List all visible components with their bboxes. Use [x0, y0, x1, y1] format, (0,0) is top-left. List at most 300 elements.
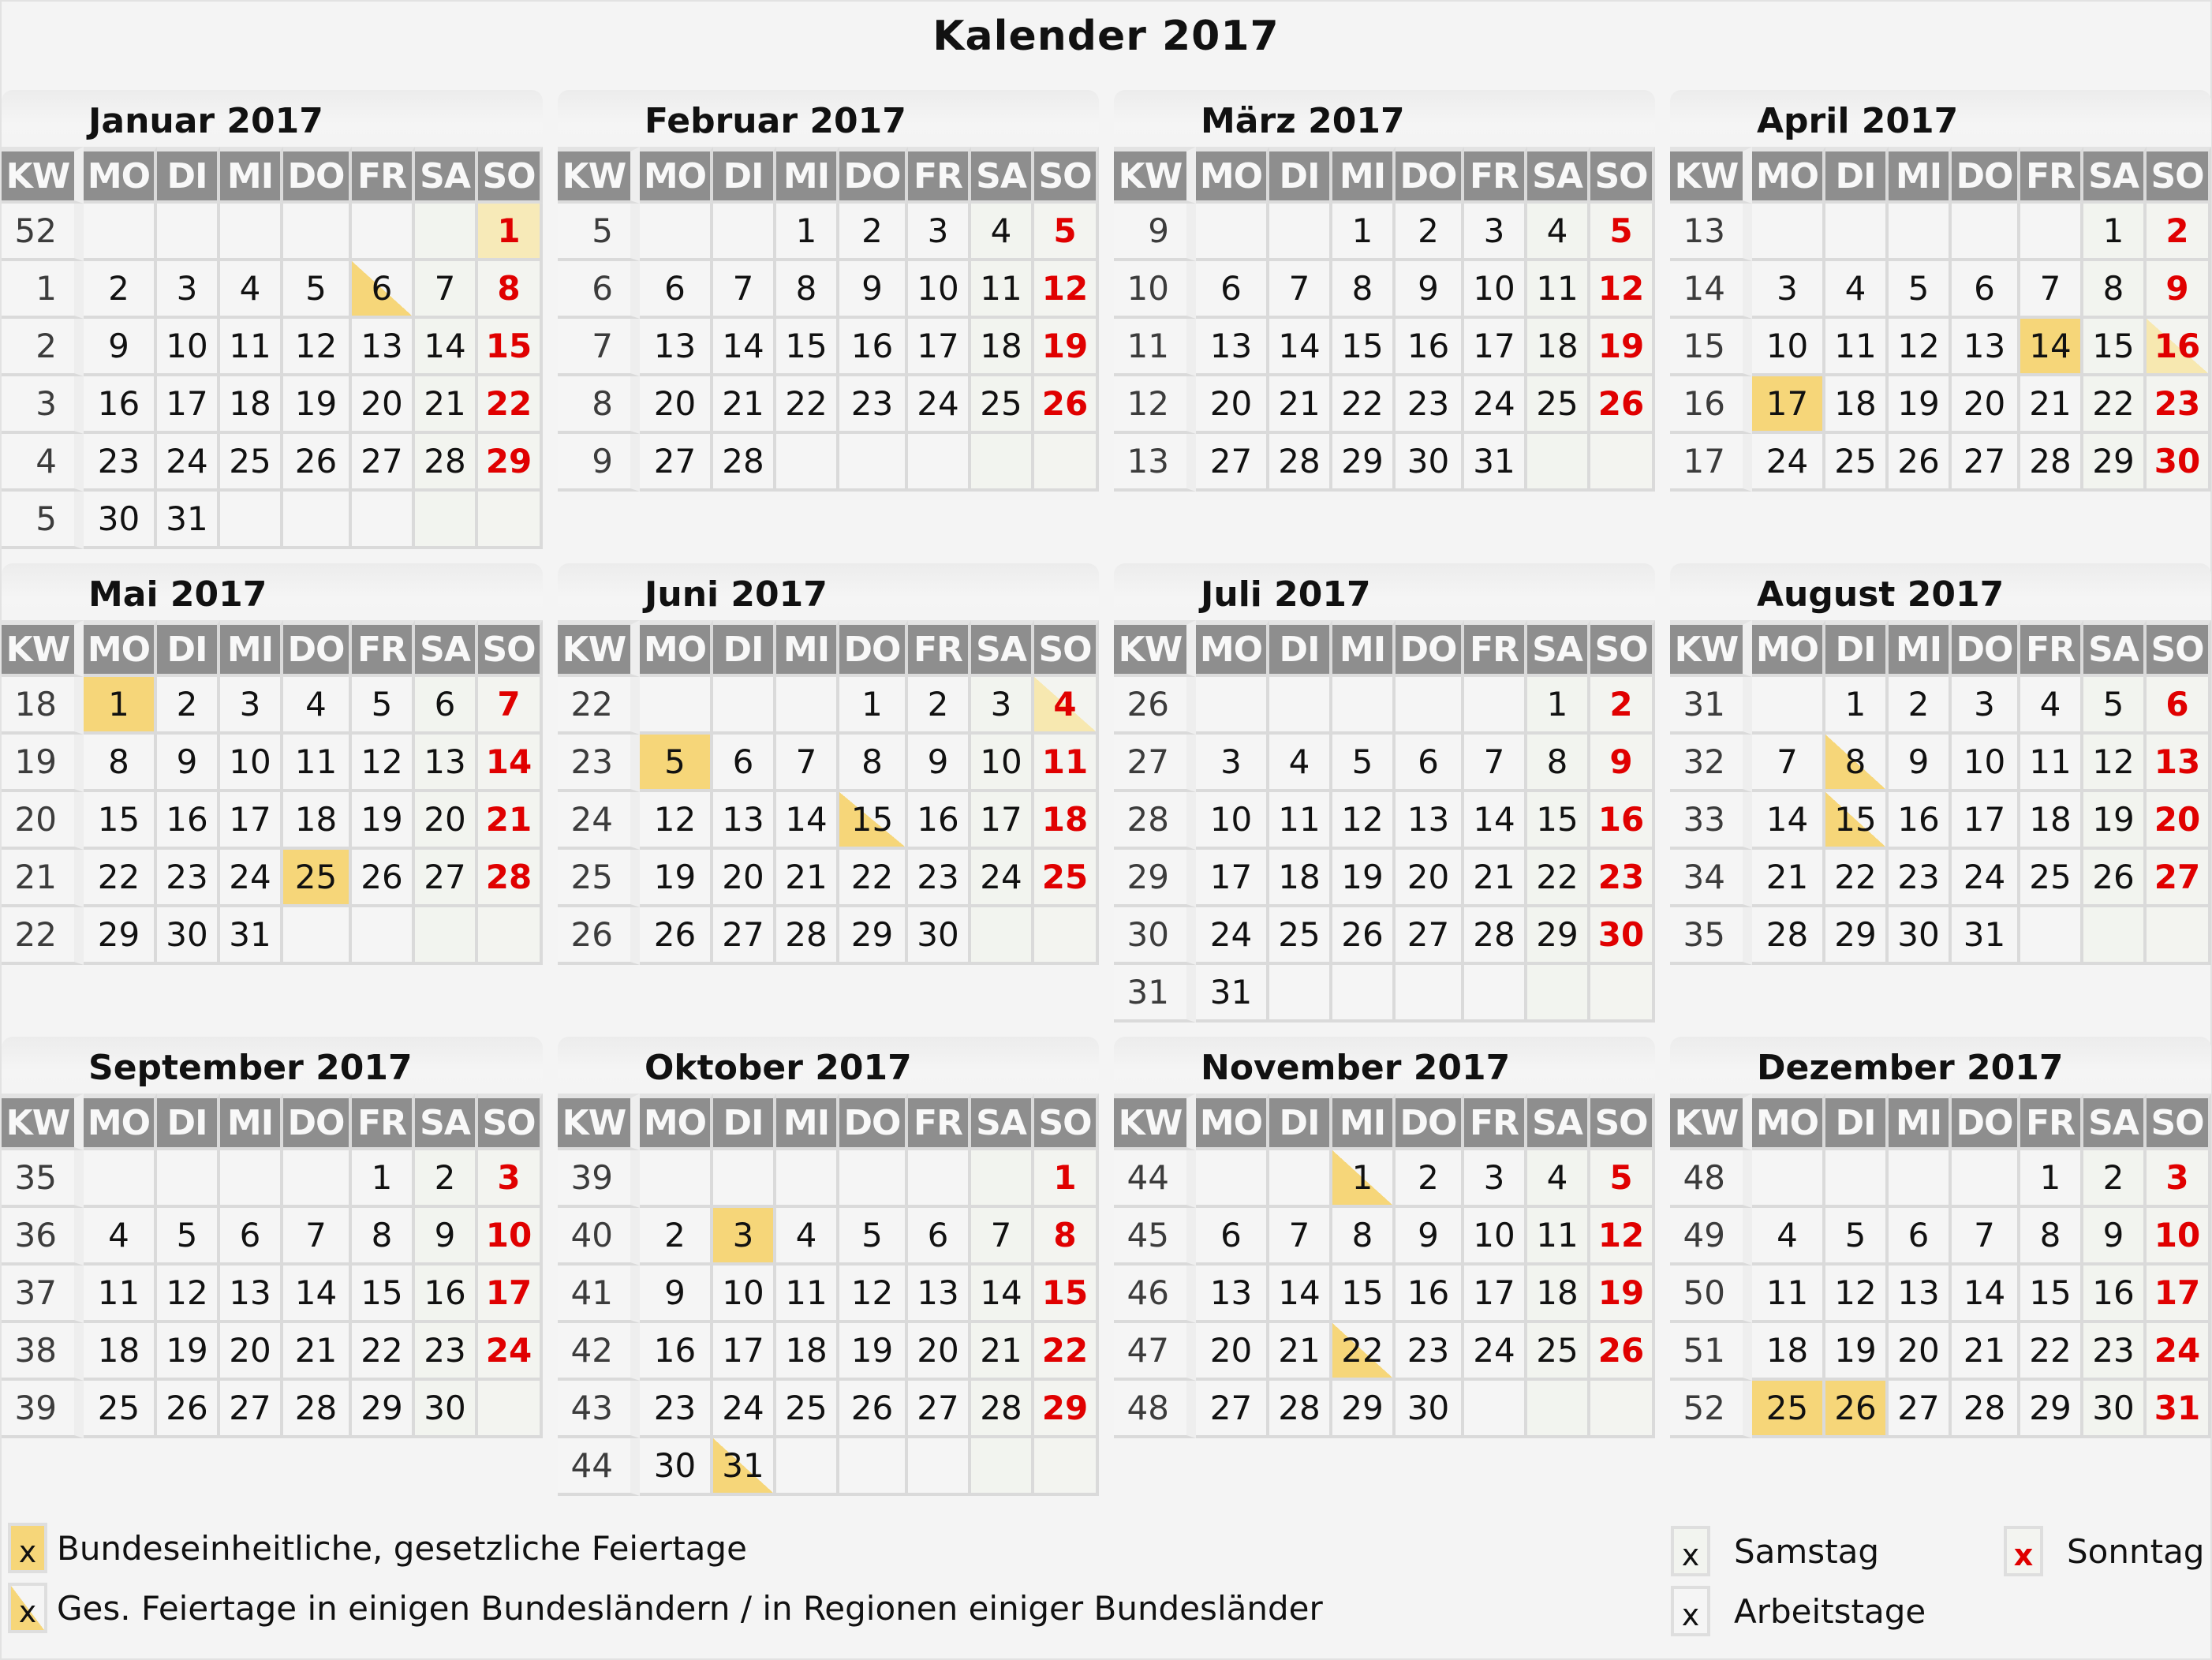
month-table	[1670, 620, 2211, 965]
week-number-header: KW	[1114, 147, 1196, 204]
empty-day-cell	[283, 492, 352, 549]
empty-day-cell	[220, 204, 283, 261]
weekday-header: SO	[1590, 620, 1655, 677]
week-number: 39	[558, 1150, 640, 1208]
week-row	[2, 376, 543, 434]
day-cell: 30	[908, 907, 971, 965]
day-cell: 24	[2147, 1323, 2211, 1381]
day-cell: 23	[84, 434, 157, 492]
day-cell: 18	[84, 1323, 157, 1381]
day-cell: 16	[1396, 319, 1464, 376]
weekday-header: DO	[1396, 620, 1464, 677]
week-row	[1670, 1323, 2211, 1381]
day-cell: 28	[1752, 907, 1825, 965]
empty-day-cell	[2020, 204, 2083, 261]
day-cell: 3	[1464, 1150, 1527, 1208]
weekday-header: SA	[971, 620, 1034, 677]
weekday-header: MI	[220, 1094, 283, 1150]
empty-day-cell	[713, 677, 776, 735]
day-cell: 12	[1889, 319, 1952, 376]
legend-label: Ges. Feiertage in einigen Bundesländern / in Regionen einiger Bundesländer	[57, 1588, 1323, 1628]
day-cell: 6	[220, 1208, 283, 1266]
week-number-header: KW	[1670, 147, 1752, 204]
day-cell: 12	[283, 319, 352, 376]
empty-day-cell	[1752, 204, 1825, 261]
day-cell: 14	[776, 792, 839, 850]
day-cell: 9	[2147, 261, 2211, 319]
empty-day-cell	[908, 434, 971, 492]
day-cell: 19	[839, 1323, 908, 1381]
week-number-header: KW	[2, 620, 84, 677]
day-cell: 14	[478, 735, 543, 792]
holiday-day-cell: 4	[1034, 677, 1099, 735]
day-cell: 21	[1464, 850, 1527, 907]
week-number: 52	[1670, 1381, 1752, 1438]
day-cell: 26	[1889, 434, 1952, 492]
day-cell: 25	[971, 376, 1034, 434]
day-cell: 5	[1332, 735, 1396, 792]
month-calendar	[2, 90, 543, 549]
day-cell: 24	[713, 1381, 776, 1438]
day-cell: 12	[640, 792, 713, 850]
week-number: 21	[2, 850, 84, 907]
day-cell: 14	[1464, 792, 1527, 850]
weekday-header-row	[1114, 147, 1655, 204]
day-cell: 13	[2147, 735, 2211, 792]
day-cell: 20	[1196, 376, 1269, 434]
weekday-header: DI	[713, 620, 776, 677]
day-cell: 23	[1590, 850, 1655, 907]
day-cell: 2	[908, 677, 971, 735]
weekday-header: SA	[1527, 147, 1590, 204]
weekday-header: DO	[1396, 147, 1464, 204]
day-cell: 18	[776, 1323, 839, 1381]
day-cell: 3	[1464, 204, 1527, 261]
week-number: 8	[558, 376, 640, 434]
day-cell: 25	[2020, 850, 2083, 907]
weekday-header-row	[558, 147, 1099, 204]
weekday-header: DO	[1952, 147, 2020, 204]
week-row	[558, 677, 1099, 735]
day-cell: 20	[1952, 376, 2020, 434]
day-cell: 11	[2020, 735, 2083, 792]
day-cell: 29	[1332, 434, 1396, 492]
day-cell: 17	[478, 1266, 543, 1323]
day-cell: 21	[1269, 376, 1332, 434]
weekday-header: FR	[1464, 147, 1527, 204]
day-cell: 7	[1464, 735, 1527, 792]
weekday-header: MO	[84, 620, 157, 677]
legend-workday	[1671, 1586, 1926, 1636]
day-cell: 24	[1196, 907, 1269, 965]
weekday-header: DI	[157, 620, 220, 677]
day-cell: 26	[640, 907, 713, 965]
day-cell: 29	[1034, 1381, 1099, 1438]
day-cell: 27	[1196, 434, 1269, 492]
weekday-header: MI	[1889, 620, 1952, 677]
week-row	[1670, 1381, 2211, 1438]
day-cell: 3	[971, 677, 1034, 735]
holiday-day-cell: 22	[1332, 1323, 1396, 1381]
day-cell: 29	[1527, 907, 1590, 965]
day-cell: 23	[640, 1381, 713, 1438]
week-row	[1114, 1266, 1655, 1323]
weekday-header: FR	[1464, 1094, 1527, 1150]
empty-day-cell	[1752, 677, 1825, 735]
day-cell: 26	[1590, 1323, 1655, 1381]
weekday-header: DO	[1952, 1094, 2020, 1150]
empty-day-cell	[776, 434, 839, 492]
day-cell: 19	[1034, 319, 1099, 376]
day-cell: 7	[2020, 261, 2083, 319]
day-cell: 2	[1590, 677, 1655, 735]
weekday-header: SO	[2147, 1094, 2211, 1150]
week-number: 11	[1114, 319, 1196, 376]
day-cell: 9	[1396, 1208, 1464, 1266]
week-number: 47	[1114, 1323, 1196, 1381]
day-cell: 13	[1889, 1266, 1952, 1323]
month-title: Oktober 2017	[645, 1048, 912, 1088]
weekday-header: MI	[220, 147, 283, 204]
weekday-header: MI	[1332, 620, 1396, 677]
weekday-header: SO	[478, 147, 543, 204]
week-number: 31	[1670, 677, 1752, 735]
week-row	[2, 434, 543, 492]
day-cell: 31	[1952, 907, 2020, 965]
day-cell: 30	[84, 492, 157, 549]
weekday-header-row	[2, 147, 543, 204]
month-calendar	[2, 563, 543, 965]
day-cell: 5	[1889, 261, 1952, 319]
day-cell: 15	[1332, 319, 1396, 376]
holiday-day-cell: 31	[713, 1438, 776, 1496]
day-cell: 2	[2083, 1150, 2147, 1208]
month-header	[1114, 90, 1655, 147]
day-cell: 14	[1269, 1266, 1332, 1323]
week-number: 4	[2, 434, 84, 492]
day-cell: 2	[2147, 204, 2211, 261]
day-cell: 8	[1332, 261, 1396, 319]
day-cell: 16	[84, 376, 157, 434]
empty-day-cell	[415, 907, 478, 965]
day-cell: 28	[283, 1381, 352, 1438]
month-calendar	[558, 1037, 1099, 1496]
week-number: 19	[2, 735, 84, 792]
day-cell: 27	[1196, 1381, 1269, 1438]
week-number-header: KW	[558, 620, 640, 677]
day-cell: 4	[220, 261, 283, 319]
week-row	[1114, 735, 1655, 792]
day-cell: 18	[971, 319, 1034, 376]
empty-day-cell	[157, 1150, 220, 1208]
weekday-header: SO	[2147, 620, 2211, 677]
day-cell: 13	[1396, 792, 1464, 850]
day-cell: 30	[1396, 1381, 1464, 1438]
week-number: 5	[558, 204, 640, 261]
day-cell: 8	[1034, 1208, 1099, 1266]
day-cell: 21	[478, 792, 543, 850]
day-cell: 8	[352, 1208, 415, 1266]
day-cell: 16	[839, 319, 908, 376]
day-cell: 18	[283, 792, 352, 850]
week-number: 13	[1114, 434, 1196, 492]
empty-day-cell	[352, 204, 415, 261]
day-cell: 7	[478, 677, 543, 735]
weekday-header: FR	[2020, 620, 2083, 677]
day-cell: 8	[478, 261, 543, 319]
day-cell: 7	[971, 1208, 1034, 1266]
day-cell: 9	[1590, 735, 1655, 792]
week-number: 27	[1114, 735, 1196, 792]
day-cell: 10	[908, 261, 971, 319]
day-cell: 28	[776, 907, 839, 965]
empty-day-cell	[2020, 907, 2083, 965]
day-cell: 7	[415, 261, 478, 319]
week-row	[2, 792, 543, 850]
month-table	[2, 1094, 543, 1438]
week-number-header: KW	[1670, 620, 1752, 677]
month-calendar	[1114, 563, 1655, 1023]
week-number: 52	[2, 204, 84, 261]
day-cell: 4	[1527, 1150, 1590, 1208]
day-cell: 16	[1396, 1266, 1464, 1323]
empty-day-cell	[1825, 1150, 1889, 1208]
week-row	[2, 1381, 543, 1438]
week-number: 12	[1114, 376, 1196, 434]
day-cell: 22	[2020, 1323, 2083, 1381]
weekday-header-row	[2, 1094, 543, 1150]
day-cell: 17	[1464, 319, 1527, 376]
day-cell: 19	[157, 1323, 220, 1381]
day-cell: 17	[220, 792, 283, 850]
day-cell: 25	[1269, 907, 1332, 965]
day-cell: 31	[157, 492, 220, 549]
day-cell: 15	[1527, 792, 1590, 850]
empty-day-cell	[971, 434, 1034, 492]
weekday-header: SO	[2147, 147, 2211, 204]
day-cell: 19	[640, 850, 713, 907]
week-row	[558, 376, 1099, 434]
month-calendar	[1114, 90, 1655, 492]
month-title: August 2017	[1757, 574, 2005, 615]
month-header	[1670, 90, 2211, 147]
day-cell: 28	[415, 434, 478, 492]
day-cell: 3	[1196, 735, 1269, 792]
weekday-header-row	[2, 620, 543, 677]
empty-day-cell	[478, 907, 543, 965]
weekday-header: SO	[1590, 147, 1655, 204]
weekday-header: MO	[1752, 620, 1825, 677]
day-cell: 1	[2020, 1150, 2083, 1208]
day-cell: 26	[1034, 376, 1099, 434]
empty-day-cell	[1752, 1150, 1825, 1208]
weekday-header: MI	[776, 1094, 839, 1150]
weekday-header: DI	[157, 1094, 220, 1150]
day-cell: 15	[1332, 1266, 1396, 1323]
empty-day-cell	[1269, 1150, 1332, 1208]
day-cell: 22	[1332, 376, 1396, 434]
month-header	[558, 90, 1099, 147]
week-number: 7	[558, 319, 640, 376]
day-cell: 6	[2147, 677, 2211, 735]
day-cell: 22	[2083, 376, 2147, 434]
week-number: 26	[1114, 677, 1196, 735]
holiday-day-cell: 1	[478, 204, 543, 261]
month-calendar	[1670, 563, 2211, 965]
empty-day-cell	[971, 1438, 1034, 1496]
weekday-header: DI	[1269, 620, 1332, 677]
day-cell: 5	[157, 1208, 220, 1266]
weekday-header-row	[1670, 620, 2211, 677]
week-row	[2, 677, 543, 735]
day-cell: 9	[157, 735, 220, 792]
day-cell: 12	[352, 735, 415, 792]
week-number: 43	[558, 1381, 640, 1438]
day-cell: 19	[1889, 376, 1952, 434]
day-cell: 18	[1825, 376, 1889, 434]
day-cell: 12	[1590, 261, 1655, 319]
week-row	[1114, 1208, 1655, 1266]
week-row	[1670, 1150, 2211, 1208]
day-cell: 17	[1952, 792, 2020, 850]
week-row	[1114, 792, 1655, 850]
empty-day-cell	[220, 492, 283, 549]
week-row	[1114, 434, 1655, 492]
day-cell: 17	[713, 1323, 776, 1381]
week-number: 33	[1670, 792, 1752, 850]
week-number-header: KW	[1114, 1094, 1196, 1150]
day-cell: 22	[1034, 1323, 1099, 1381]
empty-day-cell	[1269, 204, 1332, 261]
holiday-day-cell: 3	[713, 1208, 776, 1266]
day-cell: 5	[1034, 204, 1099, 261]
holiday-day-cell: 8	[1825, 735, 1889, 792]
week-number-header: KW	[1670, 1094, 1752, 1150]
day-cell: 10	[2147, 1208, 2211, 1266]
weekday-header: MO	[1196, 147, 1269, 204]
month-table	[1670, 1094, 2211, 1438]
month-table	[558, 1094, 1099, 1496]
weekday-header: MI	[776, 147, 839, 204]
day-cell: 24	[1464, 1323, 1527, 1381]
weekday-header: FR	[908, 147, 971, 204]
day-cell: 7	[1952, 1208, 2020, 1266]
weekday-header: MO	[640, 147, 713, 204]
empty-day-cell	[415, 204, 478, 261]
day-cell: 5	[1590, 204, 1655, 261]
day-cell: 27	[1952, 434, 2020, 492]
weekday-header: DO	[839, 620, 908, 677]
day-cell: 29	[1825, 907, 1889, 965]
day-cell: 20	[352, 376, 415, 434]
day-cell: 8	[776, 261, 839, 319]
day-cell: 8	[2083, 261, 2147, 319]
week-row	[2, 1266, 543, 1323]
day-cell: 4	[971, 204, 1034, 261]
day-cell: 4	[283, 677, 352, 735]
week-row	[558, 434, 1099, 492]
day-cell: 25	[84, 1381, 157, 1438]
day-cell: 2	[1396, 204, 1464, 261]
week-number: 49	[1670, 1208, 1752, 1266]
day-cell: 11	[1269, 792, 1332, 850]
day-cell: 25	[220, 434, 283, 492]
empty-day-cell	[1196, 1150, 1269, 1208]
day-cell: 4	[1825, 261, 1889, 319]
month-title: April 2017	[1757, 101, 1959, 141]
day-cell: 9	[84, 319, 157, 376]
weekday-header: DI	[1825, 620, 1889, 677]
day-cell: 7	[776, 735, 839, 792]
day-cell: 2	[1889, 677, 1952, 735]
day-cell: 21	[283, 1323, 352, 1381]
day-cell: 16	[1889, 792, 1952, 850]
day-cell: 7	[1269, 261, 1332, 319]
weekday-header: SA	[415, 620, 478, 677]
holiday-day-cell: 26	[1825, 1381, 1889, 1438]
day-cell: 23	[839, 376, 908, 434]
weekday-header: FR	[908, 1094, 971, 1150]
day-cell: 29	[84, 907, 157, 965]
day-cell: 22	[84, 850, 157, 907]
week-row	[2, 204, 543, 261]
day-cell: 7	[1752, 735, 1825, 792]
empty-day-cell	[352, 492, 415, 549]
day-cell: 11	[1527, 261, 1590, 319]
week-row	[558, 1150, 1099, 1208]
week-number: 9	[558, 434, 640, 492]
weekday-header: SO	[1590, 1094, 1655, 1150]
weekday-header: DO	[1952, 620, 2020, 677]
day-cell: 30	[415, 1381, 478, 1438]
weekday-header: DI	[713, 1094, 776, 1150]
month-title: März 2017	[1201, 101, 1405, 141]
day-cell: 9	[839, 261, 908, 319]
sunday-swatch: x	[2004, 1526, 2043, 1576]
week-row	[558, 319, 1099, 376]
week-number: 42	[558, 1323, 640, 1381]
day-cell: 27	[1889, 1381, 1952, 1438]
day-cell: 10	[220, 735, 283, 792]
day-cell: 20	[1889, 1323, 1952, 1381]
empty-day-cell	[1825, 204, 1889, 261]
weekday-header: DO	[283, 1094, 352, 1150]
empty-day-cell	[640, 204, 713, 261]
empty-day-cell	[1889, 204, 1952, 261]
empty-day-cell	[283, 1150, 352, 1208]
day-cell: 4	[776, 1208, 839, 1266]
week-number: 16	[1670, 376, 1752, 434]
day-cell: 12	[1825, 1266, 1889, 1323]
weekday-header: DI	[1825, 1094, 1889, 1150]
day-cell: 20	[908, 1323, 971, 1381]
week-number: 22	[558, 677, 640, 735]
month-calendar	[2, 1037, 543, 1438]
week-number: 23	[558, 735, 640, 792]
day-cell: 15	[84, 792, 157, 850]
day-cell: 12	[2083, 735, 2147, 792]
weekday-header: DI	[1825, 147, 1889, 204]
empty-day-cell	[1590, 434, 1655, 492]
empty-day-cell	[1889, 1150, 1952, 1208]
day-cell: 19	[283, 376, 352, 434]
day-cell: 15	[2020, 1266, 2083, 1323]
holiday-day-cell: 15	[839, 792, 908, 850]
weekday-header-row	[1114, 1094, 1655, 1150]
day-cell: 24	[478, 1323, 543, 1381]
day-cell: 21	[713, 376, 776, 434]
week-number: 32	[1670, 735, 1752, 792]
